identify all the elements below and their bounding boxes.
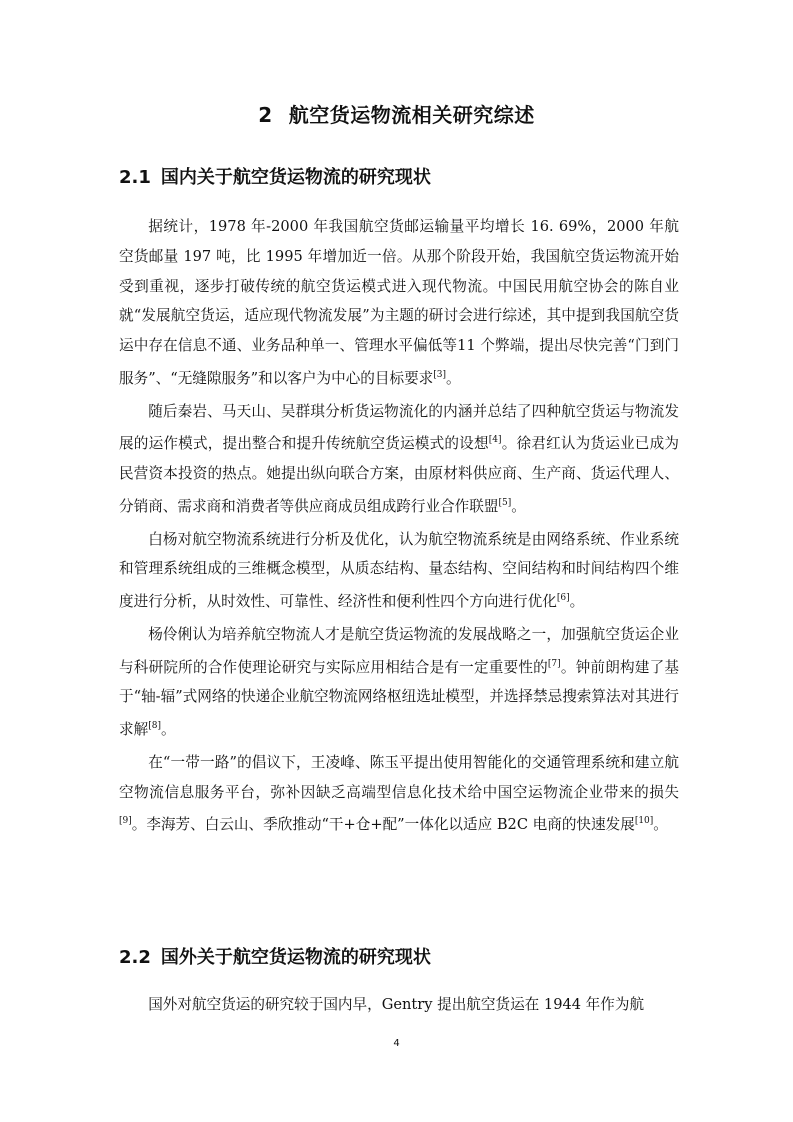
- section-2-2-body: [119, 990, 679, 1020]
- citation-marker: [9]: [119, 816, 132, 827]
- chapter-number: 2: [258, 103, 273, 127]
- paragraph: 国外对航空货运的研究较于国内早，Gentry 提出航空货运在 1944 年作为航: [148, 996, 645, 1013]
- section-title-text: 国内关于航空货运物流的研究现状: [160, 167, 431, 188]
- page-number: 4: [393, 1038, 400, 1049]
- paragraph: 白杨对航空物流系统进行分析及优化，认为航空物流系统是由网络系统、作业系统和管理系统组成的三维概念模型，从质态结构、量态结构、空间结构和时间结构四个维度进行分析，从时效性、可靠性、经济性和便利性四个方向进行优化[6]。: [119, 530, 679, 610]
- section-heading-2-1: [119, 164, 679, 192]
- citation-marker: [5]: [498, 497, 512, 508]
- section-2-1-body: [119, 212, 679, 840]
- paragraph: 据统计，1978 年-2000 年我国航空货邮运输量平均增长 16. 69%，2000 年航空货邮量 197 吨，比 1995 年增加近一倍。从那个阶段开始，我国航空货运物流开始受到重视，逐步打破传统的航空货运模式进入现代物流。中国民用航空协会的陈自业就“发展航空货运，适应现代物流发展”为主题的研讨会进行综述，其中提到我国航空货运中存在信息不通、业务品种单一、管理水平偏低等11 个弊端，提出尽快完善“门到门服务”、“无缝隙服务”和以客户为中心的目标要求[3]。: [119, 218, 679, 387]
- citation-marker: [4]: [488, 435, 502, 446]
- section-number: 2.2: [119, 947, 151, 968]
- citation-marker: [6]: [556, 593, 570, 604]
- section-title-text: 国外关于航空货运物流的研究现状: [160, 947, 431, 968]
- section-heading-2-2: [119, 944, 679, 972]
- paragraph: 在“一带一路”的倡议下，王凌峰、陈玉平提出使用智能化的交通管理系统和建立航空物流信息服务平台，弥补因缺乏高端型信息化技术给中国空运物流企业带来的损失[9]。李海芳、白云山、季欣推动“干+仓+配”一体化以适应 B2C 电商的快速发展[10]。: [119, 753, 679, 834]
- citation-marker: [8]: [148, 721, 161, 732]
- chapter-title-text: 航空货运物流相关研究综述: [288, 103, 535, 127]
- citation-marker: [3]: [433, 369, 447, 380]
- citation-marker: [7]: [547, 658, 561, 669]
- paragraph: 杨伶俐认为培养航空物流人才是航空货运物流的发展战略之一，加强航空货运企业与科研院所的合作使理论研究与实际应用相结合是有一定重要性的[7]。钟前朗构建了基于“轴-辐”式网络的快递企业航空物流网络枢纽选址模型，并选择禁忌搜索算法对其进行求解[8]。: [119, 625, 679, 738]
- chapter-title: [0, 100, 793, 130]
- citation-marker: [10]: [634, 816, 654, 827]
- section-number: 2.1: [119, 167, 151, 188]
- paragraph: 随后秦岩、马天山、吴群琪分析货运物流化的内涵并总结了四种航空货运与物流发展的运作模式，提出整合和提升传统航空货运模式的设想[4]。徐君红认为货运业已成为民营资本投资的热点。她提出纵向联合方案，由原材料供应商、生产商、货运代理人、分销商、需求商和消费者等供应商成员组成跨行业合作联盟[5]。: [119, 402, 679, 515]
